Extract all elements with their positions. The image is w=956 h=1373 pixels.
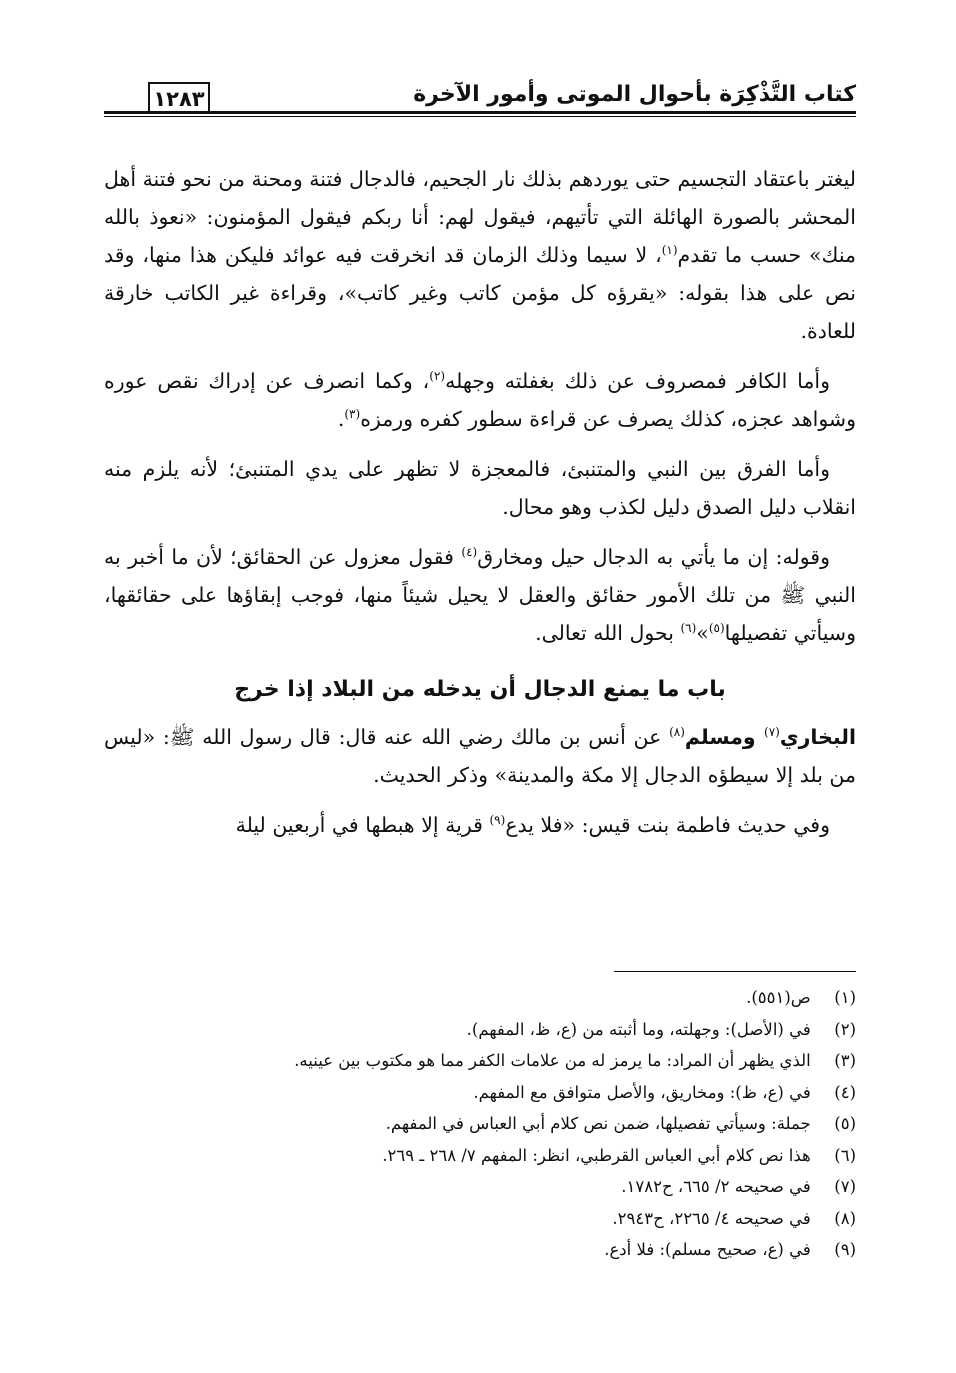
footnote-number: (١) (834, 988, 856, 1007)
paragraph-6-text-a: وفي حديث فاطمة بنت قيس: «فلا يدع (505, 813, 830, 837)
footnote-number: (٢) (834, 1019, 856, 1039)
source-bukhari: البخاري (779, 725, 856, 749)
footnote-number: (٨) (834, 1208, 856, 1228)
footnote-number: (٦) (834, 1145, 856, 1165)
footnotes (104, 982, 856, 1266)
footnote-item (104, 1014, 856, 1046)
paragraph-5 (104, 718, 856, 794)
chapter-heading: باب ما يمنع الدجال أن يدخله من البلاد إذا خرج (234, 677, 726, 702)
paragraph-2-text-b: ، وكما انصرف عن إدراك نقص عوره وشواهد عجزه، كذلك يصرف عن قراءة سطور كفره ورمزه (104, 369, 856, 431)
footnote-ref-7: (٧) (764, 725, 780, 739)
paragraph-4-text-c: » (696, 621, 709, 645)
paragraph-1 (104, 160, 856, 350)
page-header (104, 74, 856, 118)
footnote-ref-5: (٥) (708, 621, 725, 635)
footnote-text: في (ع، ظ): ومخاريق، والأصل متوافق مع المفهم. (473, 1082, 811, 1102)
paragraph-4-text-b: فقول معزول عن الحقائق؛ لأن ما أخبر به النبي ﷺ من تلك الأمور حقائق والعقل لا يحيل شيئاً منها، فوجب إبقاؤها على حقائقها، وسيأتي تفصيلها (104, 545, 856, 645)
source-muslim: ومسلم (684, 725, 764, 749)
footnote-text: في صحيحه ٤/ ٢٢٦٥، ح٢٩٤٣. (612, 1208, 811, 1228)
footnote-ref-3: (٣) (344, 407, 361, 421)
paragraph-5-text: عن أنس بن مالك رضي الله عنه قال: قال رسول الله ﷺ: «ليس من بلد إلا سيطؤه الدجال إلا مكة والمدينة» وذكر الحديث. (104, 725, 856, 787)
paragraph-4-text-a: وقوله: إن ما يأتي به الدجال حيل ومخارق (477, 545, 830, 569)
paragraph-2-text-c: . (337, 407, 345, 431)
footnote-number: (٤) (834, 1082, 856, 1102)
footnote-ref-2: (٢) (429, 369, 446, 383)
footnote-number: (٧) (834, 1177, 856, 1196)
paragraph-4-text-d: بحول الله تعالى. (535, 621, 681, 645)
footnote-ref-8: (٨) (669, 725, 685, 739)
header-rule (104, 111, 856, 114)
footnote-text: الذي يظهر أن المراد: ما يرمز له من علامات الكفر مما هو مكتوب بين عينيه. (294, 1051, 811, 1070)
footnote-item (104, 1077, 856, 1109)
footnote-item (104, 1045, 856, 1077)
footnote-text: هذا نص كلام أبي العباس القرطبي، انظر: المفهم ٧/ ٢٦٨ ـ ٢٦٩. (382, 1145, 811, 1165)
paragraph-3: وأما الفرق بين النبي والمتنبئ، فالمعجزة لا تظهر على يدي المتنبئ؛ لأنه يلزم منه انقلاب دليل الصدق دليل لكذب وهو محال. (104, 457, 856, 519)
footnote-text: ص(٥٥١). (746, 988, 811, 1007)
footnote-item (104, 1140, 856, 1172)
footnote-item (104, 1108, 856, 1140)
footnote-number: (٥) (834, 1114, 856, 1133)
paragraph-6 (104, 806, 856, 844)
page-number: ١٢٨٣ (148, 82, 210, 112)
footnote-item (104, 982, 856, 1014)
footnote-text: في (الأصل): وجهلته، وما أثبته من (ع، ظ، المفهم). (466, 1019, 811, 1039)
paragraph-4 (104, 538, 856, 652)
paragraph-6-text-b: قرية إلا هبطها في أربعين ليلة (235, 813, 490, 837)
footnote-item (104, 1234, 856, 1266)
header-rule-thin (104, 116, 856, 117)
footnote-text: في صحيحه ٢/ ٦٦٥، ح١٧٨٢. (621, 1177, 811, 1196)
footnote-ref-6: (٦) (680, 621, 697, 635)
paragraph-1-text-a: ليغتر باعتقاد التجسيم حتى يوردهم بذلك نار الجحيم، فالدجال فتنة ومحنة من نحو فتنة أهل المحشر بالصورة الهائلة التي تأتيهم، فيقول لهم: أنا ربكم فيقول المؤمنون: «نعوذ بالله منك» حسب ما تقدم (104, 167, 856, 267)
footnote-separator (614, 971, 856, 972)
paragraph-2-text-a: وأما الكافر فمصروف عن ذلك بغفلته وجهله (445, 369, 830, 393)
paragraph-1-text-b: ، لا سيما وذلك الزمان قد انخرقت فيه عوائد فليكن هذا منها، وقد نص على هذا بقوله: «يقرؤه كل مؤمن كاتب وغير كاتب»، وقراءة غير الكاتب خارقة للعادة. (104, 243, 856, 343)
paragraph-2 (104, 362, 856, 438)
running-title: كتاب التَّذْكِرَة بأحوال الموتى وأمور الآخرة (413, 82, 856, 107)
footnote-item (104, 1203, 856, 1235)
footnote-number: (٣) (834, 1051, 856, 1070)
footnote-ref-1: (١) (661, 243, 678, 257)
main-text (104, 160, 856, 856)
footnote-number: (٩) (834, 1240, 856, 1259)
footnote-text: جملة: وسيأتي تفصيلها، ضمن نص كلام أبي العباس في المفهم. (385, 1114, 811, 1133)
footnote-item (104, 1171, 856, 1203)
footnote-ref-4: (٤) (461, 545, 478, 559)
footnote-text: في (ع، صحيح مسلم): فلا أدع. (604, 1240, 811, 1259)
footnote-ref-9: (٩) (489, 813, 506, 827)
